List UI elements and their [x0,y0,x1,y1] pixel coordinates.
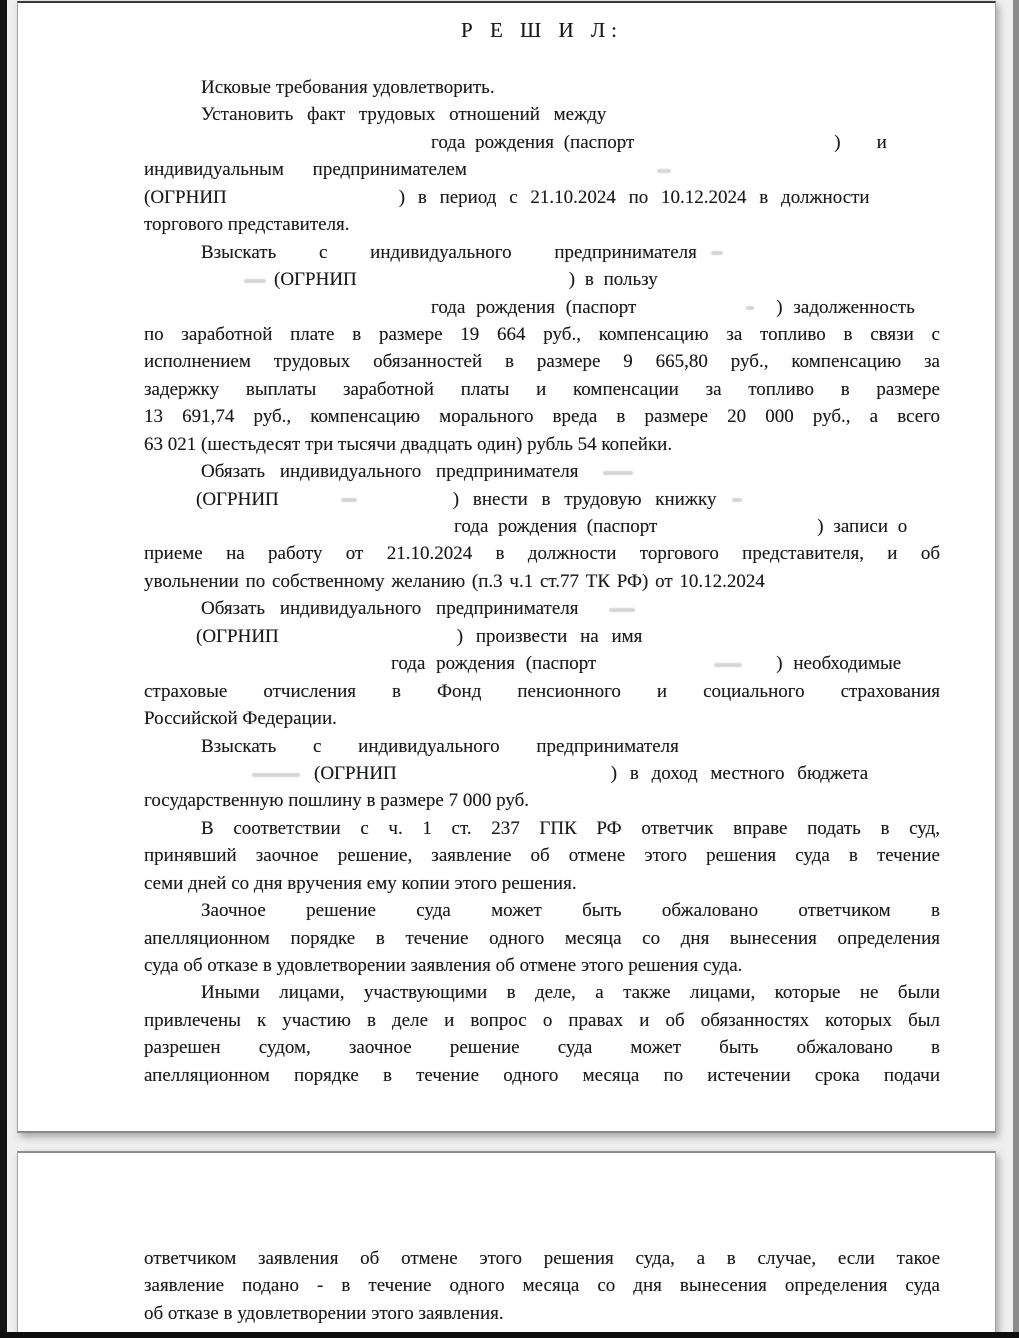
text-segment: Установить факт трудовых отношений между [201,104,607,126]
text-segment: (ОГРНИП [314,762,397,784]
text-segment: ) внести в трудовую книжку [452,488,717,510]
redaction-gap [579,613,609,614]
redaction-gap [697,257,711,258]
decision-title: Р Е Ш И Л: [461,18,623,42]
redaction-gap [300,778,314,779]
text-segment: принявший заочное решение, заявление об отмене этого решения суда в течение [144,845,940,867]
text-segment: увольнении по собственному желанию (п.3 ч.1 ст.77 ТК РФ) от 10.12.2024 [144,570,765,592]
text-segment: об отказе в удовлетворении этого заявления. [144,1302,504,1324]
text-line [144,211,940,238]
redaction-smudge [746,306,754,310]
redaction-gap [636,312,746,313]
text-segment: торгового представителя. [144,214,350,236]
text-segment: года рождения (паспорт [391,653,597,675]
text-segment: привлечены к участию в деле и вопрос о правах и об обязанностях которых был [144,1009,940,1031]
text-line [144,376,940,403]
redaction-gap [754,312,776,313]
text-line [144,1034,940,1061]
page-1 [17,1,996,1133]
text-segment: года рождения (паспорт [431,296,637,318]
text-segment: семи дней со дня вручения ему копии этого решения. [144,872,577,894]
redaction-smudge [732,498,742,502]
text-segment: суда об отказе в удовлетворении заявления об отмене этого решения суда. [144,955,743,976]
text-line [144,952,940,979]
page-1-text-block [144,74,940,1089]
redaction-smudge [252,773,300,777]
text-line [144,403,940,430]
text-line [144,74,940,101]
redaction-smudge [244,279,266,283]
text-line [144,129,940,156]
text-line [144,595,940,622]
text-line [144,184,940,211]
text-line [144,979,940,1006]
text-segment: ) произвести на имя [456,625,643,647]
text-segment: (ОГРНИП [196,488,279,510]
text-line [144,705,940,732]
page-2-text-block [144,1245,940,1327]
text-segment: ) в период с 21.10.2024 по 10.12.2024 в должности [398,186,870,208]
page-2 [17,1151,996,1338]
text-line [144,678,940,705]
text-line [144,842,940,869]
text-segment: 63 021 (шестьдесят три тысячи двадцать один) рубль 54 копейки. [144,433,673,455]
text-line [144,348,940,375]
text-line [144,568,940,595]
text-segment: страховые отчисления в Фонд пенсионного и социального страхования [144,680,940,702]
scan-edge-bottom [0,1332,1019,1338]
text-line [144,787,940,814]
text-line [144,733,940,760]
text-segment: заявление подано - в течение одного месяца со дня вынесения определения суда [144,1275,940,1297]
text-line [144,870,940,897]
text-line [144,815,940,842]
text-segment: (ОГРНИП [274,269,357,291]
redaction-gap [266,284,274,285]
text-line [144,760,940,787]
text-segment: ) в пользу [568,269,658,291]
text-line [144,1300,940,1327]
redaction-smudge [603,471,633,475]
text-segment: приеме на работу от 21.10.2024 в должности торгового представителя, и об [144,543,940,565]
redaction-smudge [714,663,742,667]
text-segment: Обязать индивидуального предпринимателя [201,598,579,620]
text-segment: (ОГРНИП [196,625,279,647]
text-segment: ) в доход местного бюджета [610,762,869,784]
text-line [144,1272,940,1299]
redaction-gap [596,668,714,669]
redaction-gap [227,202,399,203]
redaction-gap [357,504,453,505]
redaction-smudge [657,169,671,173]
text-line [144,1062,940,1089]
text-segment: по заработной плате в размере 19 664 руб., компенсацию за топливо в связи с [144,323,940,345]
redaction-gap [279,504,341,505]
redaction-smudge [341,498,357,502]
text-segment: Взыскать с индивидуального предпринимателя [201,241,697,263]
page-1-content [144,3,940,1089]
text-segment: исполнением трудовых обязанностей в размере 9 665,80 руб., компенсацию за [144,351,940,373]
text-segment: Иными лицами, участвующими в деле, а также лицами, которые не были [201,982,940,1004]
text-line [144,321,940,348]
text-segment: индивидуальным предпринимателем [144,159,467,181]
scan-edge-right [1013,0,1019,1338]
text-line [144,458,940,485]
text-segment: ) задолженность [776,296,915,318]
text-segment: (ОГРНИП [144,186,227,208]
text-line [144,431,940,458]
text-segment: и [876,131,887,153]
redaction-smudge [609,608,635,612]
page-2-content [144,1153,940,1327]
text-line [144,1245,940,1272]
text-segment: 13 691,74 руб., компенсацию морального вреда в размере 20 000 руб., а всего [144,406,940,428]
text-segment: апелляционном порядке в течение одного месяца со дня вынесения определения [144,927,940,949]
text-segment: ) записи о [817,516,908,537]
text-line [144,294,940,321]
text-line [144,540,940,567]
redaction-gap [716,504,732,505]
text-line [144,513,940,540]
text-segment: задержку выплаты заработной платы и компенсации за топливо в размере [144,378,940,400]
text-segment: года рождения (паспорт [431,131,635,153]
text-line [144,156,940,183]
scan-edge-left [0,0,7,1338]
redaction-gap [397,778,611,779]
text-segment: Исковые требования удовлетворить. [201,77,495,98]
text-line [144,266,940,293]
text-segment: года рождения (паспорт [454,516,658,537]
redaction-gap [742,668,776,669]
text-line [144,897,940,924]
text-line [144,486,940,513]
redaction-gap [657,531,817,532]
redaction-gap [279,641,457,642]
redaction-gap [841,147,877,148]
text-line [144,925,940,952]
text-segment: апелляционном порядке в течение одного месяца по истечении срока подачи [144,1064,940,1086]
text-segment: Российской Федерации. [144,708,337,730]
text-segment: государственную пошлину в размере 7 000 руб. [144,790,530,812]
redaction-smudge [711,251,723,255]
redaction-gap [579,476,603,477]
text-line [144,1007,940,1034]
text-line [144,623,940,650]
redaction-gap [357,284,569,285]
text-segment: Обязать индивидуального предпринимателя [201,461,579,483]
text-line [144,650,940,677]
redaction-gap [634,147,834,148]
text-segment: Заочное решение суда может быть обжаловано ответчиком в [201,900,940,922]
text-segment: В соответствии с ч. 1 ст. 237 ГПК РФ ответчик вправе подать в суд, [201,817,940,839]
text-segment: ) [834,131,841,153]
text-segment: Взыскать с индивидуального предпринимателя [201,735,679,757]
text-segment: ) необходимые [776,653,902,675]
text-line [144,239,940,266]
text-segment: разрешен судом, заочное решение суда может быть обжаловано в [144,1037,940,1059]
text-segment: ответчиком заявления об отмене этого решения суда, а в случае, если такое [144,1248,940,1269]
text-line [144,101,940,128]
redaction-gap [467,174,657,175]
